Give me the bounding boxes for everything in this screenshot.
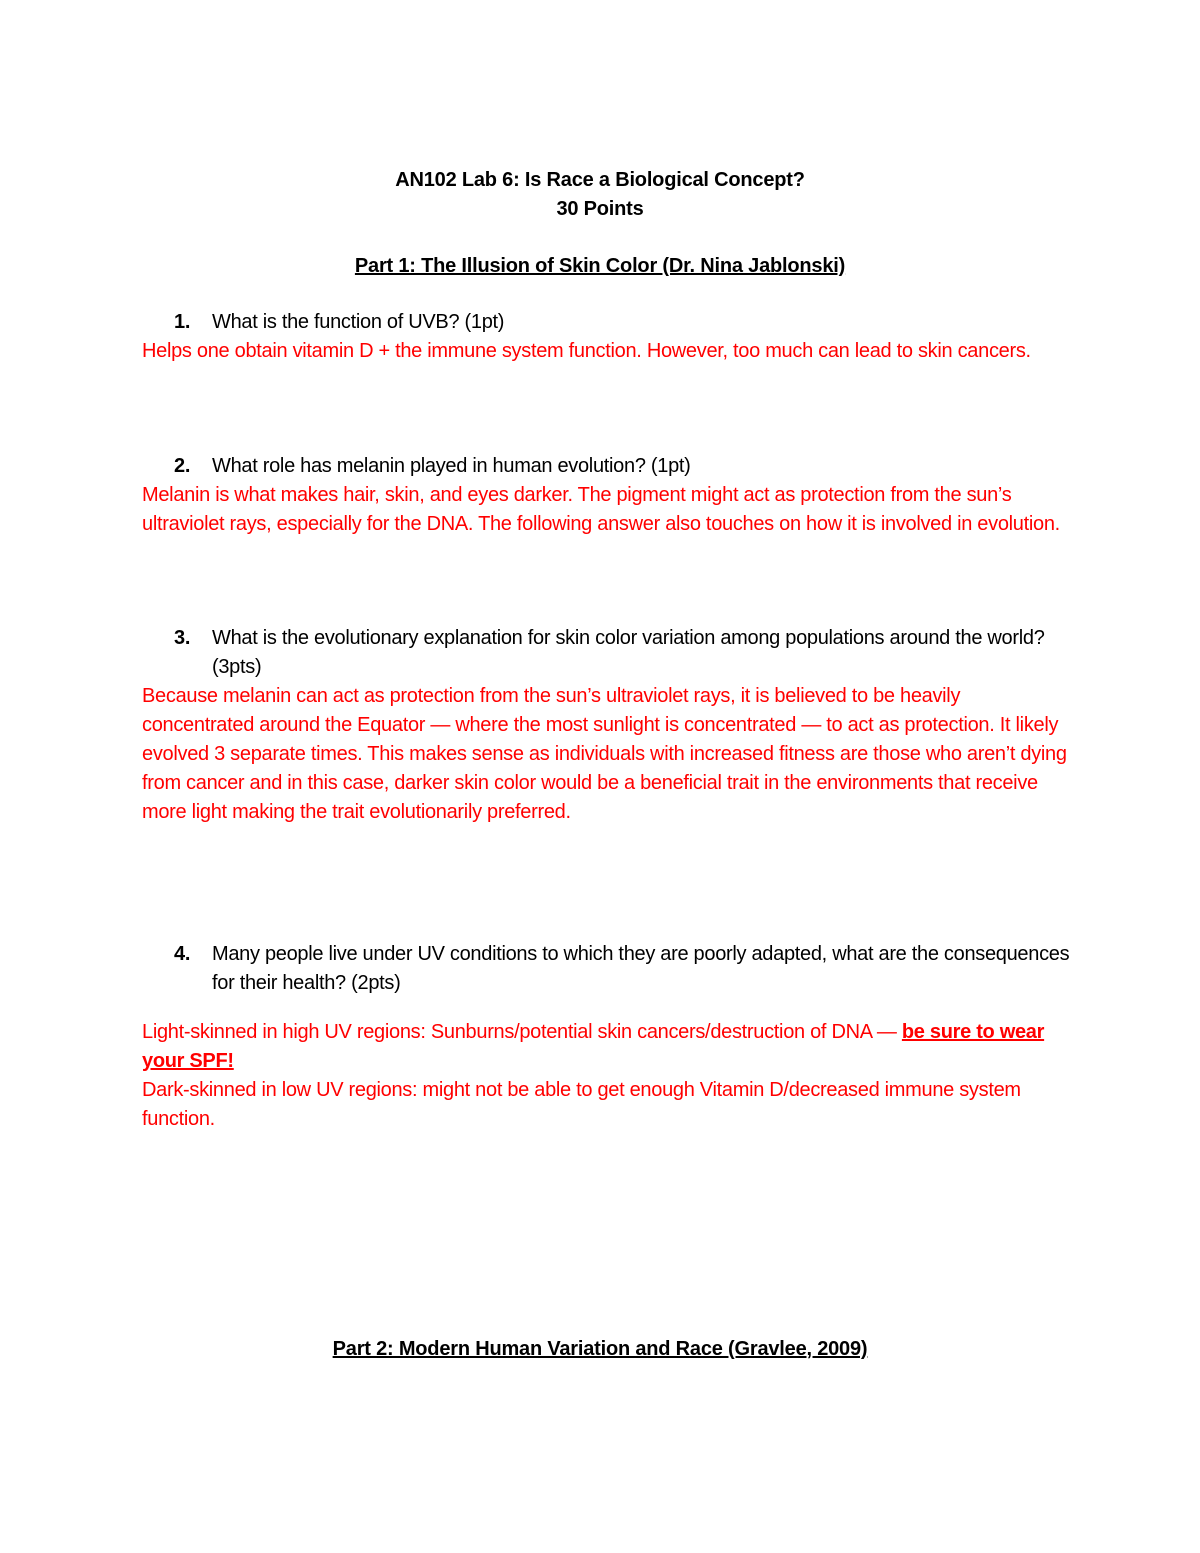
- answer-2: [142, 481, 1067, 539]
- part1-heading: Part 1: The Illusion of Skin Color (Dr. Nina Jablonski): [354, 255, 846, 277]
- points-total: 30 Points: [556, 198, 644, 220]
- answer-1: [142, 337, 1067, 366]
- question-text: What role has melanin played in human evolution? (1pt): [212, 455, 691, 477]
- document-title: AN102 Lab 6: Is Race a Biological Concept?: [395, 169, 805, 191]
- question-3: [174, 624, 1074, 682]
- question-number: 4.: [174, 943, 191, 965]
- answer-light-text: Light-skinned in high UV regions: Sunburns/potential skin cancers/destruction of DNA —: [142, 1021, 902, 1043]
- question-number: 2.: [174, 455, 191, 477]
- answer-dark-skinned: Dark-skinned in low UV regions: might not be able to get enough Vitamin D/decreased immune system function.: [142, 1079, 1021, 1130]
- answer-text: Because melanin can act as protection from the sun’s ultraviolet rays, it is believed to be heavily concentrated around the Equator — where the most sunlight is concentrated — to act as protection. It likely evolved 3 separate times. This makes sense as individuals with increased fitness are those who aren’t dying from cancer and in this case, darker skin color would be a beneficial trait in the environments that receive more light making the trait evolutionarily preferred.: [142, 685, 1067, 823]
- question-text: Many people live under UV conditions to which they are poorly adapted, what are the consequences for their health? (2pts): [212, 943, 1070, 994]
- answer-light-skinned: [142, 1018, 1067, 1076]
- answer-4: [142, 1018, 1067, 1134]
- answer-text: Helps one obtain vitamin D + the immune system function. However, too much can lead to skin cancers.: [142, 340, 1031, 362]
- part2-heading: Part 2: Modern Human Variation and Race (Gravlee, 2009): [332, 1338, 868, 1360]
- spf-reminder: be sure to wear your SPF!: [142, 1021, 1045, 1072]
- question-1: [174, 308, 1074, 337]
- answer-text: Melanin is what makes hair, skin, and eyes darker. The pigment might act as protection from the sun’s ultraviolet rays, especially for the DNA. The following answer also touches on how it is involved in evolution.: [142, 484, 1060, 535]
- question-number: 3.: [174, 627, 191, 649]
- question-number: 1.: [174, 311, 191, 333]
- question-text: What is the evolutionary explanation for skin color variation among populations around the world? (3pts): [212, 627, 1045, 678]
- question-2: [174, 452, 1074, 481]
- question-4: [174, 940, 1074, 998]
- question-text: What is the function of UVB? (1pt): [212, 311, 505, 333]
- answer-3: [142, 682, 1067, 827]
